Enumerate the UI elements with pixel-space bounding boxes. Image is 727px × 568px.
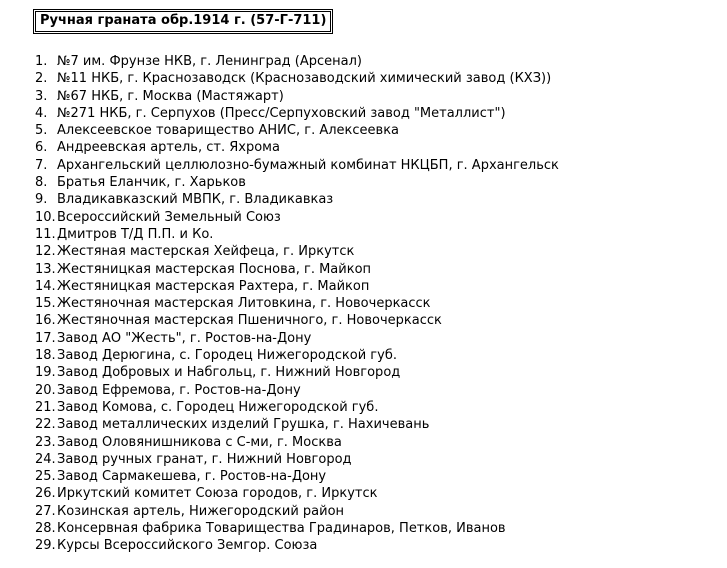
list-item-number: 9. xyxy=(35,192,48,208)
list-item xyxy=(35,520,559,537)
list-item xyxy=(35,537,559,554)
list-item xyxy=(35,468,559,485)
list-item-text: Завод Сармакешева, г. Ростов-на-Дону xyxy=(57,469,327,485)
list-item xyxy=(35,503,559,520)
list-item-text: Завод ручных гранат, г. Нижний Новгород xyxy=(57,451,352,467)
list-item-text: Владикавказский МВПК, г. Владикавказ xyxy=(57,192,334,208)
list-item-number: 25. xyxy=(35,469,56,485)
list-item-number: 14. xyxy=(35,278,56,294)
list-item-text: №7 им. Фрунзе НКВ, г. Ленинград (Арсенал) xyxy=(57,54,363,69)
list-item-number: 19. xyxy=(35,365,56,381)
list-item-text: Завод Комова, с. Городец Нижегородской губ. xyxy=(57,399,379,415)
list-item-text: Завод Оловянишникова с С-ми, г. Москва xyxy=(57,434,342,450)
list-item-text: Жестяницкая мастерская Рахтера, г. Майкоп xyxy=(57,278,370,294)
list-item-text: Дмитров Т/Д П.П. и Ко. xyxy=(57,226,214,242)
list-item-number: 22. xyxy=(35,417,56,433)
list-item-number: 8. xyxy=(35,175,48,191)
list-item-text: Андреевская артель, ст. Яхрома xyxy=(57,140,280,156)
list-item-number: 6. xyxy=(35,140,48,156)
list-item xyxy=(35,347,559,364)
list-item xyxy=(35,261,559,278)
list-item-number: 24. xyxy=(35,451,56,467)
list-item-number: 13. xyxy=(35,261,56,277)
list-item xyxy=(35,174,559,191)
list-item-text: Завод Ефремова, г. Ростов-на-Дону xyxy=(57,382,301,398)
list-item xyxy=(35,243,559,260)
list-item-text: Братья Еланчик, г. Харьков xyxy=(57,175,246,191)
list-item xyxy=(35,364,559,381)
list-item-number: 29. xyxy=(35,538,56,554)
list-item xyxy=(35,139,559,156)
list-item-text: Завод Добровых и Набгольц, г. Нижний Новгород xyxy=(57,365,401,381)
list-item-number: 21. xyxy=(35,399,56,415)
list-item xyxy=(35,191,559,208)
list-item-text: Завод Дерюгина, с. Городец Нижегородской губ. xyxy=(57,348,397,364)
list-item-text: Завод металлических изделий Грушка, г. Нахичевань xyxy=(57,417,430,433)
page-title: Ручная граната обр.1914 г. (57-Г-711) xyxy=(33,9,333,34)
list-item xyxy=(35,399,559,416)
list-item-text: Всероссийский Земельный Союз xyxy=(57,209,281,225)
list-item xyxy=(35,88,559,105)
list-item-text: Жестяночная мастерская Пшеничного, г. Новочеркасск xyxy=(57,313,442,329)
list-item-text: Козинская артель, Нижегородский район xyxy=(57,503,345,519)
list-item-number: 12. xyxy=(35,244,56,260)
list-item xyxy=(35,416,559,433)
list-item-number: 7. xyxy=(35,157,48,173)
list-item xyxy=(35,53,559,70)
list-item xyxy=(35,122,559,139)
list-item-text: Консервная фабрика Товарищества Градинаров, Петков, Иванов xyxy=(57,521,506,537)
list-item xyxy=(35,434,559,451)
list-item-number: 10. xyxy=(35,209,56,225)
list-item xyxy=(35,105,559,122)
list-item-number: 2. xyxy=(35,71,48,87)
manufacturer-list xyxy=(35,53,559,555)
list-item-number: 23. xyxy=(35,434,56,450)
list-item xyxy=(35,157,559,174)
list-item-text: Архангельский целлюлозно-бумажный комбинат НКЦБП, г. Архангельск xyxy=(57,157,559,173)
list-item xyxy=(35,209,559,226)
list-item-text: Жестяночная мастерская Литовкина, г. Новочеркасск xyxy=(57,296,431,312)
list-item-text: Завод АО "Жесть", г. Ростов-на-Дону xyxy=(57,330,312,346)
list-item xyxy=(35,485,559,502)
list-item-text: №11 НКБ, г. Краснозаводск (Краснозаводский химический завод (КХЗ)) xyxy=(57,71,552,87)
list-item-text: Иркутский комитет Союза городов, г. Иркутск xyxy=(57,486,378,502)
list-item xyxy=(35,382,559,399)
list-item xyxy=(35,70,559,87)
list-item xyxy=(35,330,559,347)
list-item-number: 4. xyxy=(35,105,48,121)
list-item-number: 5. xyxy=(35,123,48,139)
list-item-text: Жестяная мастерская Хейфеца, г. Иркутск xyxy=(57,244,355,260)
list-item-number: 1. xyxy=(35,54,48,69)
list-item-text: №271 НКБ, г. Серпухов (Пресс/Серпуховский завод "Металлист") xyxy=(57,105,506,121)
list-item-number: 26. xyxy=(35,486,56,502)
list-item-text: Курсы Всероссийского Земгор. Союза xyxy=(57,538,318,554)
list-item xyxy=(35,312,559,329)
list-item-number: 15. xyxy=(35,296,56,312)
list-item-text: Жестяницкая мастерская Поснова, г. Майкоп xyxy=(57,261,372,277)
list-item xyxy=(35,295,559,312)
list-item-number: 17. xyxy=(35,330,56,346)
list-item-number: 28. xyxy=(35,521,56,537)
list-item-number: 3. xyxy=(35,88,48,104)
list-item-number: 20. xyxy=(35,382,56,398)
list-item-number: 16. xyxy=(35,313,56,329)
list-item xyxy=(35,226,559,243)
list-item xyxy=(35,278,559,295)
list-item-text: №67 НКБ, г. Москва (Мастяжарт) xyxy=(57,88,284,104)
list-item-number: 11. xyxy=(35,226,56,242)
list-item-number: 27. xyxy=(35,503,56,519)
list-item-text: Алексеевское товарищество АНИС, г. Алексеевка xyxy=(57,123,400,139)
list-item xyxy=(35,451,559,468)
list-item-number: 18. xyxy=(35,348,56,364)
